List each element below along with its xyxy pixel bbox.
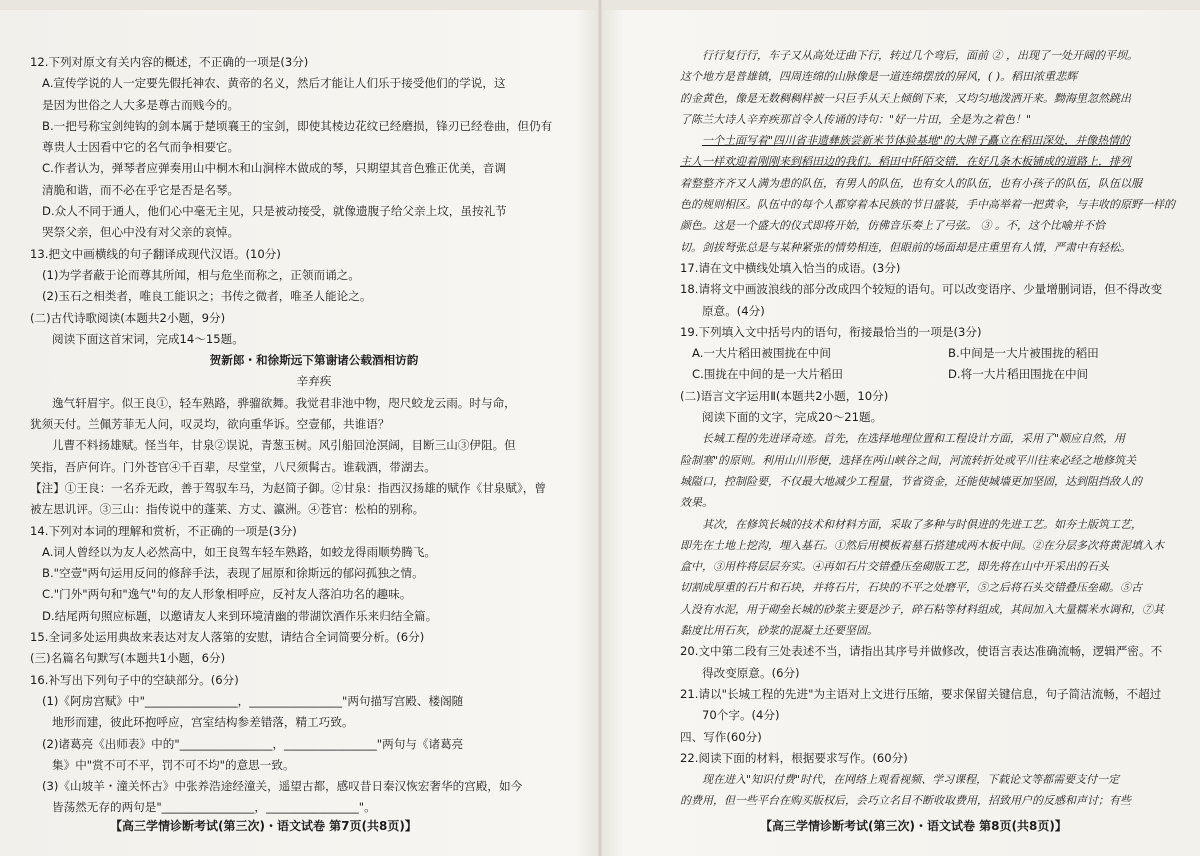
text-line: C.作者认为，弹琴者应弹奏用山中桐木和山涧梓木做成的琴，只期望其音色雅正优美，音调 [42, 161, 506, 176]
text-line: 一个土面写着"四川省非遗彝族尝新米节体验基地"的大牌子矗立在稻田深处，并像热情的 [702, 134, 1131, 148]
text-line: 笑指，吾庐何许。门外苍官④千百辈，尽堂堂，八尺须髯古。谁载酒，带湖去。 [30, 459, 436, 474]
text-line: (3)《山坡羊・潼关怀古》中张养浩途经潼关，遥望古都，感叹昔日秦汉恢宏奢华的宫殿，如今 [42, 779, 523, 794]
text-line: 黏度比用石灰，砂浆的混凝土还要坚固。 [680, 624, 878, 638]
answer-option: C.围拢在中间的是一大片稻田 [692, 367, 843, 382]
text-line: 22.阅读下面的材料，根据要求写作。(60分) [680, 750, 908, 765]
text-line: 主人一样欢迎着刚刚来到稻田边的我们。稻田中阡陌交错，在好几条木板铺成的道路上，排列 [680, 155, 1131, 169]
text-line: 地形而建，彼此环抱呼应，宫室结构参差错落，精工巧致。 [52, 715, 354, 730]
answer-option: D.将一大片稻田围拢在中间 [948, 367, 1089, 382]
text-line: 犹须天付。兰佩芳菲无人问，叹灵均，欲向重华诉。空壹郁，共谁语？ [30, 417, 390, 432]
text-line: (二)古代诗歌阅读(本题共2小题，9分) [30, 310, 226, 325]
text-line: 哭祭父亲，但心中没有对父亲的哀悼。 [42, 225, 240, 240]
text-line: 人没有水泥，用于砌垒长城的砂浆主要是沙子，碎石粘等材料组成，其间加入大量糯米水调和，⑦其 [680, 602, 1164, 616]
left-page-footer: 【高三学情诊断考试(第三次)・语文试卷 第7页(共8页)】 [110, 819, 417, 833]
text-line: 70个字。(4分) [702, 708, 780, 723]
text-line: 17.请在文中横线处填入恰当的成语。(3分) [680, 260, 901, 275]
text-line: 切。剑拔弩张总是与某种紧张的情势相连，但眼前的场面却是庄重里有人情，严肃中有轻松。 [680, 240, 1131, 254]
text-line: C."门外"两句和"逸气"句的友人形象相呼应，反衬友人落泊功名的趣味。 [42, 587, 412, 602]
text-line: 颜色。这是一个盛大的仪式即将开始，仿佛音乐奏上了弓弦。 ③ 。不，这个比喻并不恰 [680, 219, 1105, 233]
text-line: 城隘口，控制险要，不仅最大地减少工程量，节省资金，还能使城墙更加坚固，达到阻挡敌人的 [680, 474, 1142, 488]
text-line: 现在进入"知识付费"时代，在网络上观看视频、学习课程，下载论文等都需要支付一定 [702, 773, 1120, 787]
text-line: 阅读下面的文字，完成20～21题。 [702, 410, 883, 425]
text-line: B.一把号称宝剑纯钩的剑本属于楚顷襄王的宝剑，即使其棱边花纹已经磨损，锋刃已经卷曲，但仍有 [42, 118, 553, 133]
text-line: 的金黄色，像是无数稠稠样被一只巨手从天上倾倒下来，又均匀地泼洒开来。黝海里忽然跳出 [680, 91, 1131, 105]
text-line: (2)诸葛亮《出师表》中的"________________，________________"两句与《诸葛亮 [42, 736, 464, 751]
text-line: (1)《阿房宫赋》中"________________，________________"两句描写宫殿、楼阁随 [42, 693, 464, 708]
text-line: 13.把文中画横线的句子翻译成现代汉语。(10分) [30, 246, 281, 261]
left-page [30, 52, 598, 822]
text-line: A.词人曾经以为友人必然高中，如王良驾车轻车熟路，如蛟龙得雨顺势腾飞。 [42, 544, 437, 559]
text-line: 阅读下面这首宋词，完成14～15题。 [52, 331, 244, 346]
text-line: 即先在土地上挖沟，埋入基石。①然后用模板着墓石搭建成两木板中间。②在分层多次将黄泥填入木 [680, 538, 1164, 552]
text-line: 了陈兰大诗人辛弃疾那首令人传诵的诗句："好一片田，全是为之着色！" [680, 112, 1032, 126]
text-line: 原意。(4分) [702, 303, 765, 318]
text-line [680, 812, 1192, 815]
text-line: 险制塞"的原则。利用山川形便，选择在两山峡谷之间，河流转折处或平川往来必经之地修筑关 [680, 453, 1137, 467]
text-line: 18.请将文中画波浪线的部分改成四个较短的语句。可以改变语序、少量增删词语，但不得改变 [680, 282, 1163, 297]
text-line: 逸气轩眉宇。似王良①，轻车熟路，骅骝欲舞。我觉君非池中物，咫尺蛟龙云雨。时与命， [52, 395, 516, 410]
text-line: 行行复行行，车子又从高处迂曲下行，转过几个弯后，面前 ② ，出现了一处开阔的平坝。 [702, 49, 1138, 62]
answer-options-row [680, 364, 1192, 385]
text-line: 20.文中第二段有三处表述不当，请指出其序号并做修改，使语言表达准确流畅，逻辑严密。不 [680, 644, 1163, 659]
text-line: 辛弃疾 [296, 374, 332, 389]
text-line: 四、写作(60分) [680, 729, 762, 744]
text-line: (2)玉石之相类者，唯良工能识之；书传之微者，唯圣人能论之。 [42, 289, 372, 304]
answer-options-row [680, 343, 1192, 364]
text-line: 是因为世俗之人大多是尊古而贱今的。 [42, 97, 240, 112]
text-line: 【注】①王良：一名乔无政，善于驾驭车马，为赵简子御。②甘泉：指西汉扬雄的赋作《甘泉赋》，曾 [30, 480, 546, 495]
text-line: A.宣传学说的人一定要先假托神农、黄帝的名义，然后才能让人们乐于接受他们的学说，这 [42, 76, 506, 91]
text-line: 21.请以"长城工程的先进"为主语对上文进行压缩，要求保留关键信息，句子简洁流畅，不超过 [680, 686, 1162, 701]
text-line: (二)语言文字运用Ⅱ(本题共2小题，10分) [680, 388, 889, 403]
text-line: 皆荡然无存的两句是"________________，________________"。 [52, 800, 376, 815]
text-line: 贺新郎・和徐斯远下第谢诸公载酒相访韵 [209, 353, 419, 368]
text-line: 19.下列填入文中括号内的语句，衔接最恰当的一项是(3分) [680, 324, 982, 339]
text-line: 被左思讥评。③三山：指传说中的蓬莱、方丈、瀛洲。④苍官：松柏的别称。 [30, 502, 425, 517]
right-page-footer: 【高三学情诊断考试(第三次)・语文试卷 第8页(共8页)】 [760, 819, 1067, 833]
text-line: 着整整齐齐又人满为患的队伍，有男人的队伍，也有女人的队伍，也有小孩子的队伍，队伍以服 [680, 176, 1142, 190]
text-line: 集》中"赏不可不平，罚不可不均"的意思一致。 [52, 757, 295, 772]
text-line: D.结尾两句照应标题，以邀请友人来到环境清幽的带湖饮酒作乐来归结全篇。 [42, 608, 438, 623]
text-line: 16.补写出下列句子中的空缺部分。(6分) [30, 672, 239, 687]
answer-option: B.中间是一大片被围拢的稻田 [948, 346, 1099, 361]
text-line: 的费用，但一些平台在购买版权后，会巧立名目不断收取费用，招致用户的反感和声讨；有些 [680, 794, 1131, 808]
text-line: B."空壹"两句运用反问的修辞手法，表现了屈原和徐斯远的郁闷孤独之情。 [42, 566, 424, 581]
text-line: 色的规则相区。队伍中的每个人都穿着本民族的节日盛装，手中高举着一把黄伞，与丰收的原野一样的 [680, 198, 1175, 212]
text-line: 切割成厚重的石片和石块，并将石片，石块的不平之处磨平，⑤之后将石头交错叠压垒砌。⑤古 [680, 581, 1142, 595]
text-line: 其次，在修筑长城的技术和材料方面，采取了多种与时俱进的先进工艺。如夯土版筑工艺， [702, 517, 1142, 531]
text-line: 得改变原意。(6分) [702, 665, 800, 680]
text-line: 这个地方是普雄镇，四周连绵的山脉像是一道连绵摆放的屏风，( )。稻田浓重悲辉 [680, 70, 1078, 84]
text-line: (三)名篇名句默写(本题共1小题，6分) [30, 651, 226, 666]
text-line: 14.下列对本词的理解和赏析，不正确的一项是(3分) [30, 523, 297, 538]
text-line: 儿曹不料扬雄赋。怪当年，甘泉②误说，青葱玉树。风引船回沧溟阔，目断三山③伊阻。但 [52, 438, 516, 453]
text-line: 长城工程的先进译奇迹。首先，在选择地理位置和工程设计方面，采用了"顺应自然，用 [702, 432, 1126, 446]
text-line: 尊贵人士因看中它的名气而争相要它。 [42, 140, 240, 155]
text-line: 12.下列对原文有关内容的概述，不正确的一项是(3分) [30, 55, 309, 69]
text-line: (1)为学者蔽于论而尊其所闻，相与危坐而称之，正领而诵之。 [42, 267, 360, 282]
text-line: 15.全词多处运用典故来表达对友人落第的安慰，请结合全词简要分析。(6分) [30, 630, 425, 645]
answer-option: A.一大片稻田被围拢在中间 [692, 346, 831, 361]
text-line: D.众人不同于通人，他们心中毫无主见，只是被动接受，就像遗腹子给父亲上坟，虽按礼节 [42, 204, 507, 219]
text-line: 效果。 [680, 496, 713, 510]
text-line: 盒中，③用杵将层层夯实。④再如石片交错叠压垒砌版工艺，即先将在山中开采出的石头 [680, 560, 1109, 574]
text-line: 清脆和谐，而不必在乎它是否是名琴。 [42, 182, 240, 197]
right-page [680, 45, 1192, 815]
page-divider [598, 0, 602, 856]
